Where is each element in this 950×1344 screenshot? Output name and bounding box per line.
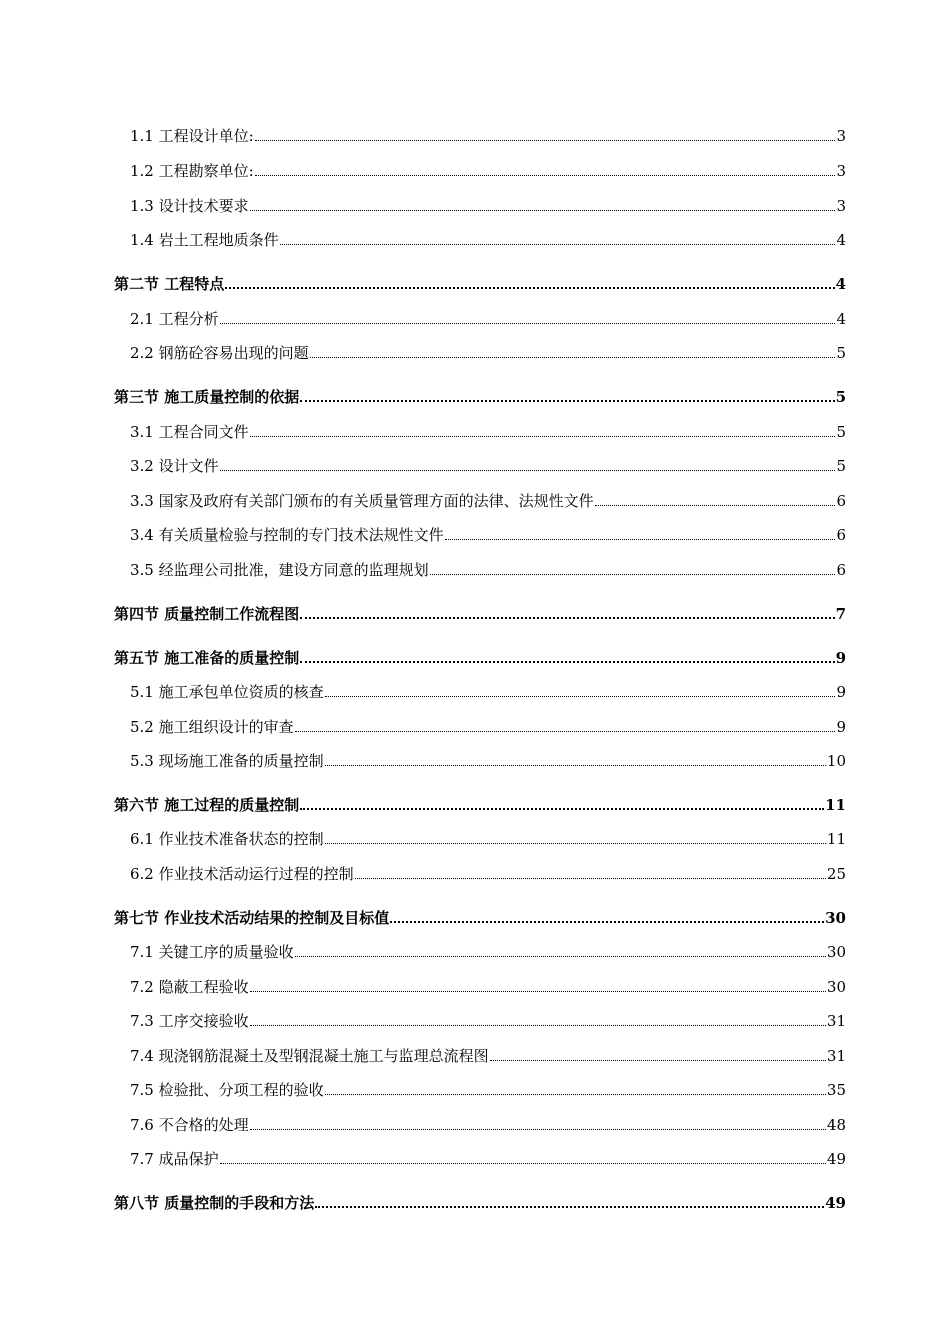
toc-section-entry[interactable] [114,596,846,624]
toc-subsection-entry[interactable] [114,448,846,476]
toc-page-number: 49 [825,1194,846,1212]
toc-dot-leader [225,287,834,289]
toc-entry-title: 2.1 工程分析 [130,310,219,328]
toc-subsection-entry[interactable] [114,1072,846,1100]
toc-dot-leader [250,436,836,437]
toc-entry-title: 第八节 质量控制的手段和方法 [114,1194,315,1212]
toc-dot-leader [325,1094,826,1095]
toc-page-number: 11 [825,796,846,814]
toc-dot-leader [325,765,826,766]
toc-entry-title: 7.3 工序交接验收 [130,1012,249,1030]
toc-section-entry[interactable] [114,900,846,928]
toc-section-entry[interactable] [114,640,846,668]
toc-page-number: 3 [836,197,846,215]
toc-entry-title: 7.2 隐蔽工程验收 [130,978,249,996]
toc-dot-leader [490,1060,826,1061]
toc-dot-leader [355,878,826,879]
toc-page-number: 4 [836,310,846,328]
toc-subsection-entry[interactable] [114,674,846,702]
toc-entry-title: 3.4 有关质量检验与控制的专门技术法规性文件 [130,526,444,544]
toc-entry-title: 第三节 施工质量控制的依据 [114,388,300,406]
toc-entry-title: 3.5 经监理公司批准，建设方同意的监理规划 [130,561,429,579]
toc-page-number: 9 [836,683,846,701]
toc-entry-title: 5.3 现场施工准备的质量控制 [130,752,324,770]
toc-dot-leader [325,843,826,844]
toc-section-entry[interactable] [114,787,846,815]
toc-subsection-entry[interactable] [114,301,846,329]
toc-dot-leader [430,574,836,575]
toc-page-number: 30 [825,909,846,927]
toc-subsection-entry[interactable] [114,552,846,580]
toc-dot-leader [255,140,836,141]
toc-subsection-entry[interactable] [114,517,846,545]
toc-entry-title: 1.3 设计技术要求 [130,197,249,215]
toc-page-number: 11 [826,830,846,848]
toc-page-number: 48 [826,1116,846,1134]
toc-subsection-entry[interactable] [114,153,846,181]
toc-entry-title: 3.1 工程合同文件 [130,423,249,441]
toc-dot-leader [250,1129,826,1130]
toc-entry-title: 6.1 作业技术准备状态的控制 [130,830,324,848]
toc-subsection-entry[interactable] [114,1038,846,1066]
toc-entry-title: 5.2 施工组织设计的审查 [130,718,294,736]
toc-page-number: 4 [835,275,846,293]
toc-dot-leader [595,505,836,506]
toc-entry-title: 7.5 检验批、分项工程的验收 [130,1081,324,1099]
toc-dot-leader [300,808,824,810]
toc-subsection-entry[interactable] [114,1003,846,1031]
toc-page-number: 5 [836,457,846,475]
toc-dot-leader [445,539,836,540]
toc-page-number: 4 [836,231,846,249]
toc-subsection-entry[interactable] [114,414,846,442]
toc-page-number: 6 [836,561,846,579]
toc-entry-title: 7.7 成品保护 [130,1150,219,1168]
toc-subsection-entry[interactable] [114,1141,846,1169]
toc-subsection-entry[interactable] [114,335,846,363]
toc-subsection-entry[interactable] [114,1107,846,1135]
toc-dot-leader [280,244,836,245]
toc-section-entry[interactable] [114,1185,846,1213]
toc-page-number: 6 [836,526,846,544]
toc-subsection-entry[interactable] [114,118,846,146]
toc-page-number: 25 [826,865,846,883]
toc-dot-leader [250,210,836,211]
toc-dot-leader [220,323,836,324]
toc-subsection-entry[interactable] [114,188,846,216]
toc-page-number: 7 [835,605,846,623]
toc-dot-leader [300,400,834,402]
toc-dot-leader [220,1163,826,1164]
toc-entry-title: 7.6 不合格的处理 [130,1116,249,1134]
toc-page-number: 3 [836,127,846,145]
toc-dot-leader [315,1206,824,1208]
toc-page-number: 35 [826,1081,846,1099]
toc-page-number: 5 [835,388,846,406]
toc-section-entry[interactable] [114,379,846,407]
toc-page-number: 9 [835,649,846,667]
toc-page-number: 6 [836,492,846,510]
toc-subsection-entry[interactable] [114,934,846,962]
toc-subsection-entry[interactable] [114,222,846,250]
toc-page-number: 49 [826,1150,846,1168]
toc-dot-leader [295,731,836,732]
toc-entry-title: 第二节 工程特点 [114,275,225,293]
toc-subsection-entry[interactable] [114,856,846,884]
toc-page-number: 31 [826,1012,846,1030]
toc-page-number: 10 [826,752,846,770]
toc-page-number: 30 [826,943,846,961]
toc-entry-title: 7.1 关键工序的质量验收 [130,943,294,961]
toc-page-number: 30 [826,978,846,996]
toc-subsection-entry[interactable] [114,821,846,849]
toc-entry-title: 第五节 施工准备的质量控制 [114,649,300,667]
toc-subsection-entry[interactable] [114,709,846,737]
toc-dot-leader [250,991,826,992]
toc-dot-leader [255,175,836,176]
toc-page-number: 5 [836,423,846,441]
toc-dot-leader [300,617,834,619]
toc-entry-title: 1.2 工程勘察单位: [130,162,254,180]
toc-dot-leader [300,661,834,663]
toc-dot-leader [220,470,836,471]
toc-dot-leader [295,956,826,957]
toc-dot-leader [390,921,824,923]
toc-dot-leader [310,357,836,358]
toc-entry-title: 3.2 设计文件 [130,457,219,475]
toc-subsection-entry[interactable] [114,743,846,771]
toc-dot-leader [325,696,836,697]
toc-entry-title: 第六节 施工过程的质量控制 [114,796,300,814]
toc-page-number: 31 [826,1047,846,1065]
toc-entry-title: 7.4 现浇钢筋混凝土及型钢混凝土施工与监理总流程图 [130,1047,489,1065]
toc-entry-title: 2.2 钢筋砼容易出现的问题 [130,344,309,362]
toc-entry-title: 1.4 岩土工程地质条件 [130,231,279,249]
toc-page-number: 3 [836,162,846,180]
toc-entry-title: 第七节 作业技术活动结果的控制及目标值 [114,909,390,927]
toc-entry-title: 第四节 质量控制工作流程图 [114,605,300,623]
toc-subsection-entry[interactable] [114,969,846,997]
toc-entry-title: 1.1 工程设计单位: [130,127,254,145]
toc-page-number: 9 [836,718,846,736]
toc-dot-leader [250,1025,826,1026]
toc-entry-title: 3.3 国家及政府有关部门颁布的有关质量管理方面的法律、法规性文件 [130,492,594,510]
toc-section-entry[interactable] [114,266,846,294]
toc-page-number: 5 [836,344,846,362]
toc-entry-title: 6.2 作业技术活动运行过程的控制 [130,865,354,883]
toc-entry-title: 5.1 施工承包单位资质的核查 [130,683,324,701]
toc-subsection-entry[interactable] [114,483,846,511]
